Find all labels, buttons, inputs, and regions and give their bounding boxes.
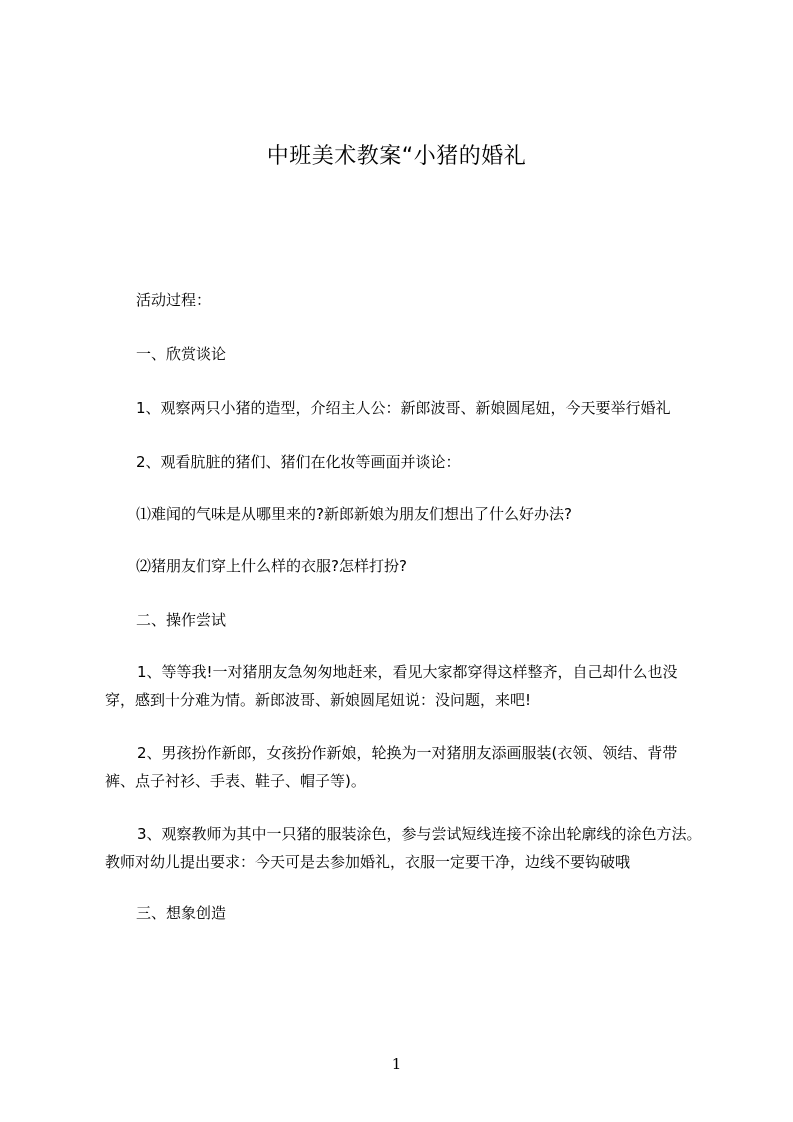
paragraph-observe-pigs: 1、观察两只小猪的造型，介绍主人公：新郎波哥、新娘圆尾妞，今天要举行婚礼 bbox=[136, 399, 671, 417]
paragraph-coloring: 3、观察教师为其中一只猪的服装涂色，参与尝试短线连接不涂出轮廓线的涂色方法。教师对幼儿提出要求：今天可是去参加婚礼，衣服一定要干净，边线不要钩破哦 bbox=[105, 825, 702, 871]
document-title: 中班美术教案“小猪的婚礼 bbox=[266, 144, 527, 169]
heading-operate-try: 二、操作尝试 bbox=[136, 611, 227, 629]
paragraph-question-1: ⑴难闻的气味是从哪里来的?新郎新娘为朋友们想出了什么好办法? bbox=[136, 505, 572, 523]
paragraph-add-clothes: 2、男孩扮作新郎，女孩扮作新娘，轮换为一对猪朋友添画服装(衣领、领结、背带裤、点子衬衫、手表、鞋子、帽子等)。 bbox=[105, 744, 678, 790]
paragraph-wait-for-me: 1、等等我!一对猪朋友急匆匆地赶来，看见大家都穿得这样整齐，自己却什么也没穿，感到十分难为情。新郎波哥、新娘圆尾妞说：没问题，来吧! bbox=[105, 663, 678, 709]
paragraph-watch-scenes: 2、观看肮脏的猪们、猪们在化妆等画面并谈论： bbox=[136, 453, 461, 471]
paragraph-activity-process: 活动过程： bbox=[136, 291, 212, 309]
paragraph-question-2: ⑵猪朋友们穿上什么样的衣服?怎样打扮? bbox=[136, 557, 407, 575]
heading-appreciate-discuss: 一、欣赏谈论 bbox=[136, 345, 227, 363]
page-number: 1 bbox=[391, 1055, 402, 1073]
heading-imagine-create: 三、想象创造 bbox=[136, 904, 227, 922]
